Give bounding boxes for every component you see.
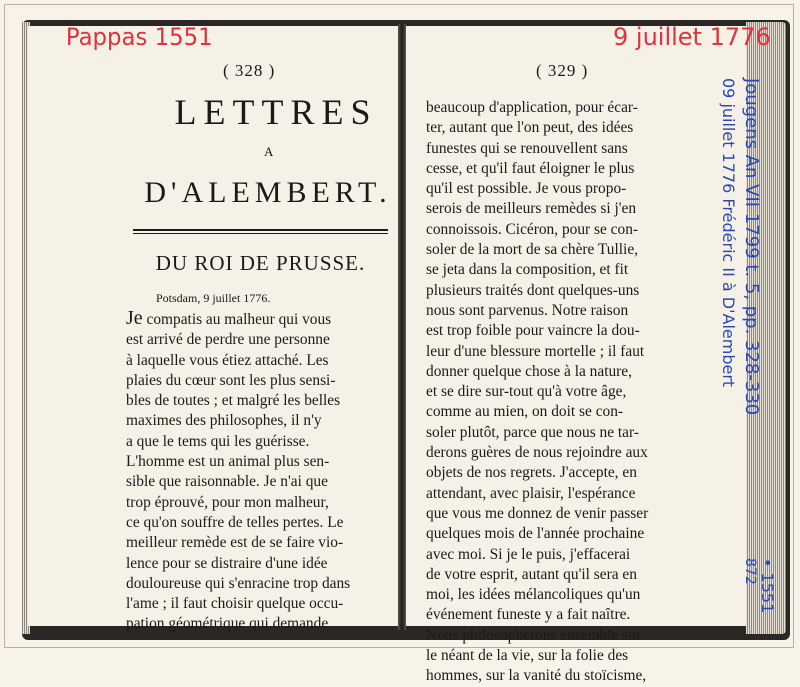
text-line: connoissois. Cicéron, pour se con- <box>426 220 639 238</box>
text-line: lence pour se distraire d'une idée <box>126 554 328 572</box>
drop-cap: Je <box>126 307 143 329</box>
text-line: ce qu'on souffre de telles pertes. Le <box>126 513 344 531</box>
text-line: plaies du cœur sont les plus sensi- <box>126 371 336 389</box>
text-line: douloureuse qui s'enracine trop dans <box>126 574 351 592</box>
text-line: événement funeste y a fait naître. <box>426 606 631 624</box>
text-line: trop éprouvé, pour mon malheur, <box>126 493 329 511</box>
text-line: à laquelle vous étiez attaché. Les <box>126 351 329 369</box>
text-line: serois de meilleurs remèdes si j'en <box>426 200 637 218</box>
page-number-left: ( 328 ) <box>223 61 276 80</box>
text-line: soler de la mort de sa chère Tullie, <box>426 241 638 259</box>
text-line: se jeta dans la composition, et fit <box>426 261 629 279</box>
text-line: comme au mien, on doit se con- <box>426 403 624 421</box>
book-gutter <box>398 24 406 630</box>
text-line: nous sont parvenus. Notre raison <box>426 301 629 319</box>
text-line: objets de nos regrets. J'accepte, en <box>426 464 637 482</box>
text-line: est arrivé de perdre une personne <box>126 331 330 349</box>
text-line: de votre esprit, autant qu'il sera en <box>426 565 637 583</box>
blue-annotation-number-2: 872 <box>742 558 758 585</box>
left-page <box>28 26 398 633</box>
text-line: que vous me donnez de venir passer <box>426 504 649 522</box>
text-line: sible que raisonnable. Je n'ai que <box>126 473 328 491</box>
divider-rule-thin <box>133 233 388 234</box>
text-line: meilleur remède est de se faire vio- <box>126 534 344 552</box>
text-line: plusieurs traités dont quelques-uns <box>426 281 640 299</box>
text-line: moi, les idées mélancoliques qu'un <box>426 586 641 604</box>
right-page <box>406 26 746 685</box>
text-line: soler plutôt, parce que nous ne tar- <box>426 423 639 441</box>
text-line: avec moi. Si je le puis, j'effacerai <box>426 545 631 563</box>
blue-annotation-number: • 1551 <box>758 558 777 614</box>
text-line: et se dire sur-tout qu'à votre âge, <box>426 383 627 401</box>
red-annotation-right: 9 juillet 1776 <box>613 23 771 51</box>
letter-dateline: Potsdam, 9 juillet 1776. <box>156 291 271 305</box>
blue-annotation-date: 09 juillet 1776 Frédéric II à D'Alembert <box>719 78 738 388</box>
text-line: Nous philosopherons ensemble sur <box>426 626 642 644</box>
page-number-right: ( 329 ) <box>536 61 589 80</box>
text-line: quelques mois de l'année prochaine <box>426 525 645 543</box>
text-line: derons guères de nous rejoindre aux <box>426 444 648 462</box>
text-line: maximes des philosophes, il n'y <box>126 412 322 430</box>
text-line: l'ame ; il faut choisir quelque occu- <box>126 595 344 613</box>
text-line: hommes, sur la vanité du stoïcisme, <box>426 667 647 685</box>
text-line: est trop foible pour vaincre la dou- <box>426 322 640 340</box>
title-a: A <box>264 144 275 159</box>
text-line: pation géométrique qui demande <box>126 615 329 633</box>
text-line: beaucoup d'application, pour écar- <box>426 99 638 116</box>
divider-rule <box>133 229 388 231</box>
text-line: funestes qui se renouvellent sans <box>426 139 628 157</box>
letter-body-right <box>426 98 678 687</box>
title-dalembert: D'ALEMBERT. <box>144 176 392 209</box>
text-line: attendant, avec plaisir, l'espérance <box>426 484 636 502</box>
text-line: cesse, et qu'il faut éloigner le plus <box>426 159 635 177</box>
text-line: bles de toutes ; et malgré les belles <box>126 392 341 410</box>
text-line: qu'il est possible. Je vous propo- <box>426 180 627 198</box>
letter-heading: DU ROI DE PRUSSE. <box>155 251 366 275</box>
text-line: L'homme est un animal plus sen- <box>126 453 330 471</box>
text-line: a que le tems qui les guérisse. <box>126 432 310 450</box>
text-line: donner quelque chose à la nature, <box>426 362 632 380</box>
text-line: ter, autant que l'on peut, des idées <box>426 119 634 137</box>
text-line: leur d'une blessure mortelle ; il faut <box>426 342 645 360</box>
letter-body-left <box>126 308 388 635</box>
text-line: le néant de la vie, sur la folie des <box>426 647 629 665</box>
title-lettres: LETTRES <box>174 92 378 132</box>
text-line: Je compatis au malheur qui vous <box>126 307 332 329</box>
blue-annotation-source: Jougens An VII 1799 t. 5, pp. 328-330 <box>741 78 762 416</box>
red-annotation-left: Pappas 1551 <box>65 23 213 51</box>
